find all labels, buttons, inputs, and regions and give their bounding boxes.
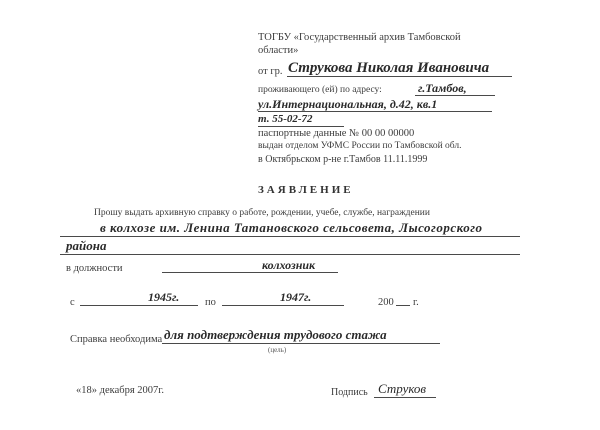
from-underline xyxy=(287,76,512,77)
period-year-suffix: г. xyxy=(413,297,419,308)
request-text: Прошу выдать архивную справку о работе, рождении, учебе, службе, награждении xyxy=(94,208,430,218)
position-label: в должности xyxy=(66,263,123,274)
document-title: ЗАЯВЛЕНИЕ xyxy=(258,184,354,196)
address-street-underline xyxy=(258,111,492,112)
period-to-label: по xyxy=(205,297,216,308)
passport-issued-by: выдан отделом УФМС России по Тамбовской обл. xyxy=(258,141,462,151)
workplace-line2: района xyxy=(66,238,107,253)
period-from-underline xyxy=(80,305,198,306)
address-street: ул.Интернациональная, д.42, кв.1 xyxy=(258,97,438,111)
workplace-underline2 xyxy=(60,254,520,255)
address-city: г.Тамбов, xyxy=(418,81,467,95)
archive-name-line1: ТОГБУ «Государственный архив Тамбовской xyxy=(258,32,461,43)
address-city-underline xyxy=(415,95,495,96)
passport-issued-place: в Октябрьском р-не г.Тамбов 11.11.1999 xyxy=(258,154,428,165)
from-label: от гр. xyxy=(258,66,283,77)
period-year-prefix: 200 xyxy=(378,297,394,308)
period-from-label: с xyxy=(70,297,75,308)
address-label: проживающего (ей) по адресу: xyxy=(258,85,382,95)
period-to-underline xyxy=(222,305,344,306)
period-to-value: 1947г. xyxy=(280,290,312,304)
signature-label: Подпись xyxy=(331,387,368,398)
archive-name-line2: области» xyxy=(258,45,299,56)
purpose-underline xyxy=(162,343,440,344)
period-year-underline xyxy=(396,305,410,306)
document-date: «18» декабря 2007г. xyxy=(76,385,165,396)
workplace-underline1 xyxy=(60,236,520,237)
signature-underline xyxy=(374,397,436,398)
phone-number: т. 55-02-72 xyxy=(258,113,313,125)
applicant-name: Струкова Николая Ивановича xyxy=(288,60,490,76)
period-from-value: 1945г. xyxy=(148,290,180,304)
passport-data: паспортные данные № 00 00 00000 xyxy=(258,128,415,139)
signature: Струков xyxy=(378,381,427,396)
position-underline xyxy=(162,272,338,273)
purpose-label: Справка необходима xyxy=(70,334,163,345)
workplace-line1: в колхозе им. Ленина Татановского сельсовета, Лысогорского xyxy=(100,220,483,235)
purpose-value: для подтверждения трудового стажа xyxy=(164,327,387,342)
purpose-hint: (цель) xyxy=(268,346,287,354)
position-value: колхозник xyxy=(262,258,316,272)
